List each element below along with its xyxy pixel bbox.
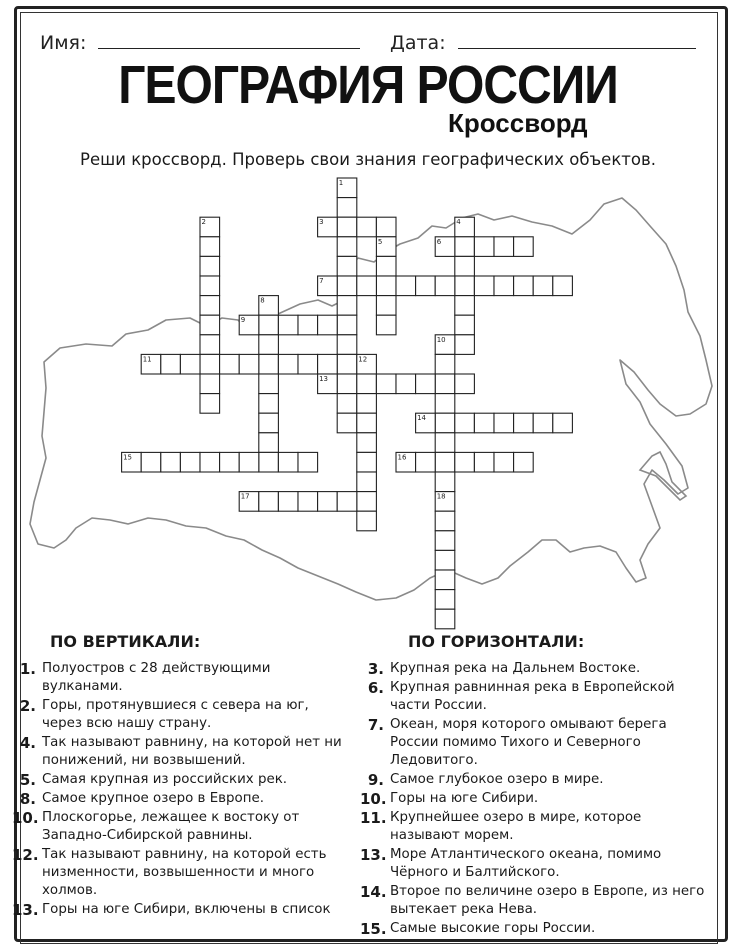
crossword-number: 2 <box>201 218 206 227</box>
crossword-cell[interactable] <box>259 315 279 335</box>
page-subtitle: Кроссворд <box>448 108 588 138</box>
crossword-cell[interactable] <box>200 276 220 296</box>
clue-number: 10. <box>360 790 387 808</box>
clue-text: Самое глубокое озеро в мире. <box>390 772 604 787</box>
crossword-cell[interactable] <box>474 452 494 472</box>
clue-number: 15. <box>360 920 387 938</box>
clue-text: Крупная равнинная река в Европейской части России. <box>390 680 675 713</box>
clue-number: 9. <box>367 771 384 789</box>
crossword-cell[interactable] <box>259 394 279 414</box>
crossword-cell[interactable] <box>435 609 455 629</box>
crossword-cell[interactable] <box>435 570 455 590</box>
crossword-cell[interactable] <box>318 354 338 374</box>
crossword-cell[interactable] <box>376 296 396 316</box>
crossword-cell[interactable] <box>259 413 279 433</box>
crossword-number: 7 <box>319 277 324 285</box>
down-clue <box>12 660 342 696</box>
crossword-number: 3 <box>319 218 324 227</box>
crossword-cell[interactable] <box>337 198 357 218</box>
crossword-cell[interactable] <box>337 237 357 257</box>
across-clue <box>360 679 710 715</box>
crossword-cell[interactable] <box>357 217 377 237</box>
crossword-cell[interactable] <box>337 276 357 296</box>
crossword-cell[interactable] <box>357 413 377 433</box>
clue-text: Горы на юге Сибири, включены в список <box>42 902 331 917</box>
crossword-cell[interactable] <box>416 276 436 296</box>
crossword-cell[interactable] <box>435 276 455 296</box>
crossword-cell[interactable] <box>376 256 396 276</box>
across-clues-list <box>360 660 710 939</box>
crossword-number: 9 <box>240 316 246 325</box>
crossword-cell[interactable] <box>357 394 377 414</box>
clue-text: Второе по величине озеро в Европе, из него вытекает река Нева. <box>390 884 705 917</box>
crossword-cell[interactable] <box>376 315 396 335</box>
crossword-cell[interactable] <box>298 354 318 374</box>
crossword-cell[interactable] <box>161 452 181 472</box>
crossword-cell[interactable] <box>337 217 357 237</box>
clue-text: Полуостров с 28 действующими вулканами. <box>42 661 271 694</box>
crossword-cell[interactable] <box>200 315 220 335</box>
clue-number: 14. <box>360 883 387 901</box>
across-clue <box>360 846 710 882</box>
crossword-cell[interactable] <box>455 374 475 394</box>
crossword-cell[interactable] <box>494 452 514 472</box>
crossword-cell[interactable] <box>357 452 377 472</box>
crossword-cell[interactable] <box>396 374 416 394</box>
crossword-cell[interactable] <box>435 394 455 414</box>
crossword-number: 15 <box>123 453 133 462</box>
crossword-cell[interactable] <box>553 413 573 433</box>
crossword-cell[interactable] <box>376 374 396 394</box>
crossword-cell[interactable] <box>435 413 455 433</box>
crossword-cell[interactable] <box>337 296 357 316</box>
crossword-cell[interactable] <box>337 335 357 355</box>
crossword-cell[interactable] <box>514 413 534 433</box>
crossword-number: 13 <box>319 375 329 383</box>
crossword-cell[interactable] <box>435 550 455 570</box>
crossword-cell[interactable] <box>180 354 200 374</box>
clue-text: Так называют равнину, на которой нет ни понижений, ни возвышений. <box>42 735 342 768</box>
crossword-number: 1 <box>338 179 344 187</box>
crossword-cell[interactable] <box>278 492 298 512</box>
crossword-cell[interactable] <box>200 296 220 316</box>
crossword-cell[interactable] <box>494 413 514 433</box>
crossword-cell[interactable] <box>474 276 494 296</box>
crossword-cell[interactable] <box>416 374 436 394</box>
crossword-cell[interactable] <box>318 315 338 335</box>
crossword-cell[interactable] <box>435 374 455 394</box>
crossword-cell[interactable] <box>435 433 455 453</box>
clue-number: 1. <box>19 660 36 678</box>
crossword-cell[interactable] <box>533 413 553 433</box>
date-label: Дата: <box>390 32 446 54</box>
clue-text: Так называют равнину, на которой есть низменности, возвышенности и много холмов. <box>42 847 327 898</box>
crossword-cell[interactable] <box>180 452 200 472</box>
crossword-cell[interactable] <box>357 492 377 512</box>
crossword-cell[interactable] <box>259 452 279 472</box>
clue-number: 5. <box>19 771 36 789</box>
crossword-cell[interactable] <box>161 354 181 374</box>
down-clue <box>12 697 342 733</box>
down-clues-title: ПО ВЕРТИКАЛИ: <box>50 632 201 651</box>
clue-number: 12. <box>12 846 39 864</box>
instructions: Реши кроссворд. Проверь свои знания географических объектов. <box>80 150 656 169</box>
crossword-cell[interactable] <box>494 276 514 296</box>
clue-text: Плоскогорье, лежащее к востоку от Западно-Сибирской равнины. <box>42 810 300 843</box>
clue-number: 2. <box>19 697 36 715</box>
crossword-cell[interactable] <box>278 452 298 472</box>
crossword-cell[interactable] <box>357 374 377 394</box>
crossword-cell[interactable] <box>455 413 475 433</box>
across-clue <box>360 920 710 938</box>
crossword-cell[interactable] <box>376 217 396 237</box>
crossword-cell[interactable] <box>455 452 475 472</box>
crossword-cell[interactable] <box>553 276 573 296</box>
crossword-number: 5 <box>377 237 383 246</box>
clue-number: 11. <box>360 809 387 827</box>
crossword-cell[interactable] <box>278 354 298 374</box>
crossword-number: 6 <box>436 237 442 246</box>
crossword-cell[interactable] <box>298 315 318 335</box>
crossword-cell[interactable] <box>259 433 279 453</box>
crossword-cell[interactable] <box>514 237 534 257</box>
clue-number: 10. <box>12 809 39 827</box>
crossword-cell[interactable] <box>337 354 357 374</box>
crossword-cell[interactable] <box>455 296 475 316</box>
crossword-cell[interactable] <box>435 354 455 374</box>
crossword-cell[interactable] <box>514 452 534 472</box>
crossword-cell[interactable] <box>474 413 494 433</box>
crossword-cell[interactable] <box>259 354 279 374</box>
crossword-cell[interactable] <box>455 256 475 276</box>
clue-number: 7. <box>367 716 384 734</box>
clue-number: 3. <box>367 660 384 678</box>
clue-number: 4. <box>19 734 36 752</box>
page-title: ГЕОГРАФИЯ РОССИИ <box>118 55 618 116</box>
clue-text: Крупная река на Дальнем Востоке. <box>390 661 641 676</box>
crossword-cell[interactable] <box>357 511 377 531</box>
clue-text: Океан, моря которого омывают берега России помимо Тихого и Северного Ледовитого. <box>390 717 667 768</box>
name-label: Имя: <box>40 32 87 54</box>
crossword-cell[interactable] <box>376 276 396 296</box>
crossword-number: 4 <box>456 218 461 227</box>
crossword-cell[interactable] <box>474 237 494 257</box>
crossword-cell[interactable] <box>298 492 318 512</box>
crossword-number: 18 <box>436 492 446 501</box>
down-clue <box>12 790 342 808</box>
crossword-cell[interactable] <box>435 531 455 551</box>
crossword-number: 17 <box>240 492 250 501</box>
crossword-cell[interactable] <box>533 276 553 296</box>
crossword-cell[interactable] <box>337 394 357 414</box>
crossword-cell[interactable] <box>318 492 338 512</box>
across-clue <box>360 790 710 808</box>
crossword-cell[interactable] <box>455 237 475 257</box>
clue-text: Самые высокие горы России. <box>390 921 596 936</box>
clue-text: Самое крупное озеро в Европе. <box>42 791 264 806</box>
down-clue <box>12 809 342 845</box>
clue-text: Море Атлантического океана, помимо Чёрного и Балтийского. <box>390 847 662 880</box>
clue-text: Крупнейшее озеро в мире, которое называют морем. <box>390 810 642 843</box>
crossword-cell[interactable] <box>200 256 220 276</box>
crossword-cell[interactable] <box>435 472 455 492</box>
across-clue <box>360 883 710 919</box>
crossword-cell[interactable] <box>239 354 259 374</box>
crossword-cell[interactable] <box>259 374 279 394</box>
down-clue <box>12 771 342 789</box>
crossword-cell[interactable] <box>259 492 279 512</box>
down-clue <box>12 901 342 919</box>
crossword-cell[interactable] <box>298 452 318 472</box>
crossword-cell[interactable] <box>435 452 455 472</box>
crossword-cell[interactable] <box>200 237 220 257</box>
crossword-cell[interactable] <box>435 511 455 531</box>
clue-text: Самая крупная из российских рек. <box>42 772 288 787</box>
crossword-cell[interactable] <box>220 354 240 374</box>
crossword-cell[interactable] <box>357 276 377 296</box>
crossword-cell[interactable] <box>259 335 279 355</box>
clue-number: 6. <box>367 679 384 697</box>
crossword-cell[interactable] <box>200 354 220 374</box>
crossword-number: 14 <box>417 414 427 423</box>
down-clue <box>12 734 342 770</box>
crossword-cell[interactable] <box>455 315 475 335</box>
crossword-cell[interactable] <box>200 335 220 355</box>
crossword-cell[interactable] <box>200 394 220 414</box>
crossword-cell[interactable] <box>278 315 298 335</box>
clue-number: 8. <box>19 790 36 808</box>
crossword-cell[interactable] <box>494 237 514 257</box>
crossword-cell[interactable] <box>396 276 416 296</box>
across-clue <box>360 660 710 678</box>
crossword-cell[interactable] <box>337 492 357 512</box>
crossword-cell[interactable] <box>337 374 357 394</box>
across-clue <box>360 716 710 770</box>
crossword-cell[interactable] <box>337 413 357 433</box>
across-clues-title: ПО ГОРИЗОНТАЛИ: <box>408 632 585 651</box>
across-clue <box>360 809 710 845</box>
crossword-number: 10 <box>436 335 446 344</box>
clue-text: Горы, протянувшиеся с севера на юг, через всю нашу страну. <box>42 698 309 731</box>
crossword-cell[interactable] <box>141 452 161 472</box>
crossword-cell[interactable] <box>239 452 259 472</box>
down-clues-list <box>12 660 342 920</box>
crossword-cell[interactable] <box>220 452 240 472</box>
crossword-cell[interactable] <box>416 452 436 472</box>
crossword-number: 16 <box>397 453 407 462</box>
clue-text: Горы на юге Сибири. <box>390 791 539 806</box>
crossword-cell[interactable] <box>200 374 220 394</box>
down-clue <box>12 846 342 900</box>
clue-number: 13. <box>360 846 387 864</box>
crossword-number: 12 <box>358 355 368 364</box>
crossword-cell[interactable] <box>435 590 455 610</box>
crossword-number: 11 <box>142 355 152 364</box>
crossword-cell[interactable] <box>337 256 357 276</box>
crossword-cell[interactable] <box>200 452 220 472</box>
crossword-number: 8 <box>260 296 265 305</box>
crossword-cell[interactable] <box>455 335 475 355</box>
clue-number: 13. <box>12 901 39 919</box>
crossword-cell[interactable] <box>357 472 377 492</box>
crossword-cell[interactable] <box>514 276 534 296</box>
crossword-cell[interactable] <box>357 433 377 453</box>
crossword-cell[interactable] <box>455 276 475 296</box>
crossword-grid <box>122 178 573 629</box>
across-clue <box>360 771 710 789</box>
crossword-cell[interactable] <box>337 315 357 335</box>
